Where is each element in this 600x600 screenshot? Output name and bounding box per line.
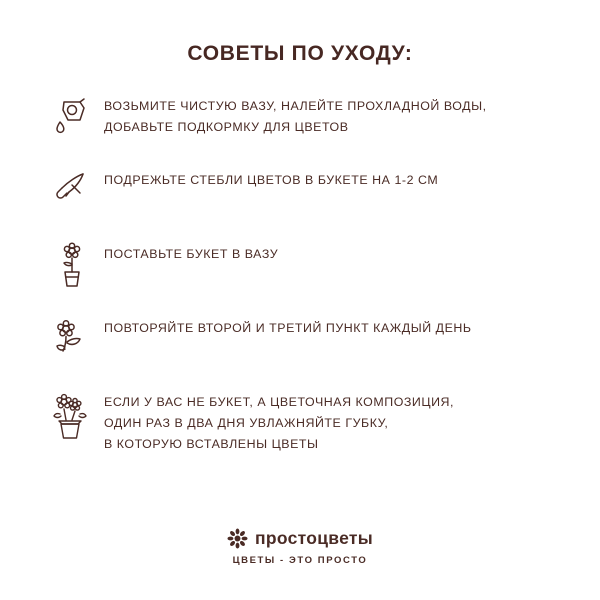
list-item <box>40 388 566 460</box>
flower-in-vase-icon <box>40 240 104 294</box>
tip-line: ПОВТОРЯЙТЕ ВТОРОЙ И ТРЕТИЙ ПУНКТ КАЖДЫЙ ДЕНЬ <box>104 321 472 335</box>
tip-line: ПОСТАВЬТЕ БУКЕТ В ВАЗУ <box>104 247 279 261</box>
tip-text <box>104 388 454 455</box>
tip-line: ЕСЛИ У ВАС НЕ БУКЕТ, А ЦВЕТОЧНАЯ КОМПОЗИЦИЯ, <box>104 395 455 409</box>
page-title: СОВЕТЫ ПО УХОДУ: <box>187 42 413 65</box>
list-item <box>40 92 566 164</box>
list-item <box>40 166 566 238</box>
tip-text <box>104 92 487 138</box>
tip-line: ВОЗЬМИТЕ ЧИСТУЮ ВАЗУ, НАЛЕЙТЕ ПРОХЛАДНОЙ ВОДЫ, <box>104 99 487 113</box>
tip-text <box>104 166 438 191</box>
flower-with-leaves-icon <box>40 314 104 362</box>
flower-pot-arrangement-icon <box>40 388 104 448</box>
list-item <box>40 240 566 312</box>
tips-list <box>34 92 566 462</box>
tip-line: ДОБАВЬТЕ ПОДКОРМКУ ДЛЯ ЦВЕТОВ <box>104 120 349 134</box>
tip-text <box>104 314 472 339</box>
flower-logo-icon <box>227 528 248 549</box>
footer <box>34 528 566 590</box>
tip-line: ПОДРЕЖЬТЕ СТЕБЛИ ЦВЕТОВ В БУКЕТЕ НА 1-2 СМ <box>104 173 439 187</box>
tip-line: В КОТОРУЮ ВСТАВЛЕНЫ ЦВЕТЫ <box>104 437 319 451</box>
vase-with-water-drop-icon <box>40 92 104 140</box>
pruning-shears-icon <box>40 166 104 208</box>
tip-text <box>104 240 278 265</box>
brand-tagline: ЦВЕТЫ - ЭТО ПРОСТО <box>232 555 368 566</box>
brand-row <box>227 528 373 549</box>
brand-name: простоцветы <box>254 528 374 548</box>
tip-line: ОДИН РАЗ В ДВА ДНЯ УВЛАЖНЯЙТЕ ГУБКУ, <box>104 416 389 430</box>
list-item <box>40 314 566 386</box>
